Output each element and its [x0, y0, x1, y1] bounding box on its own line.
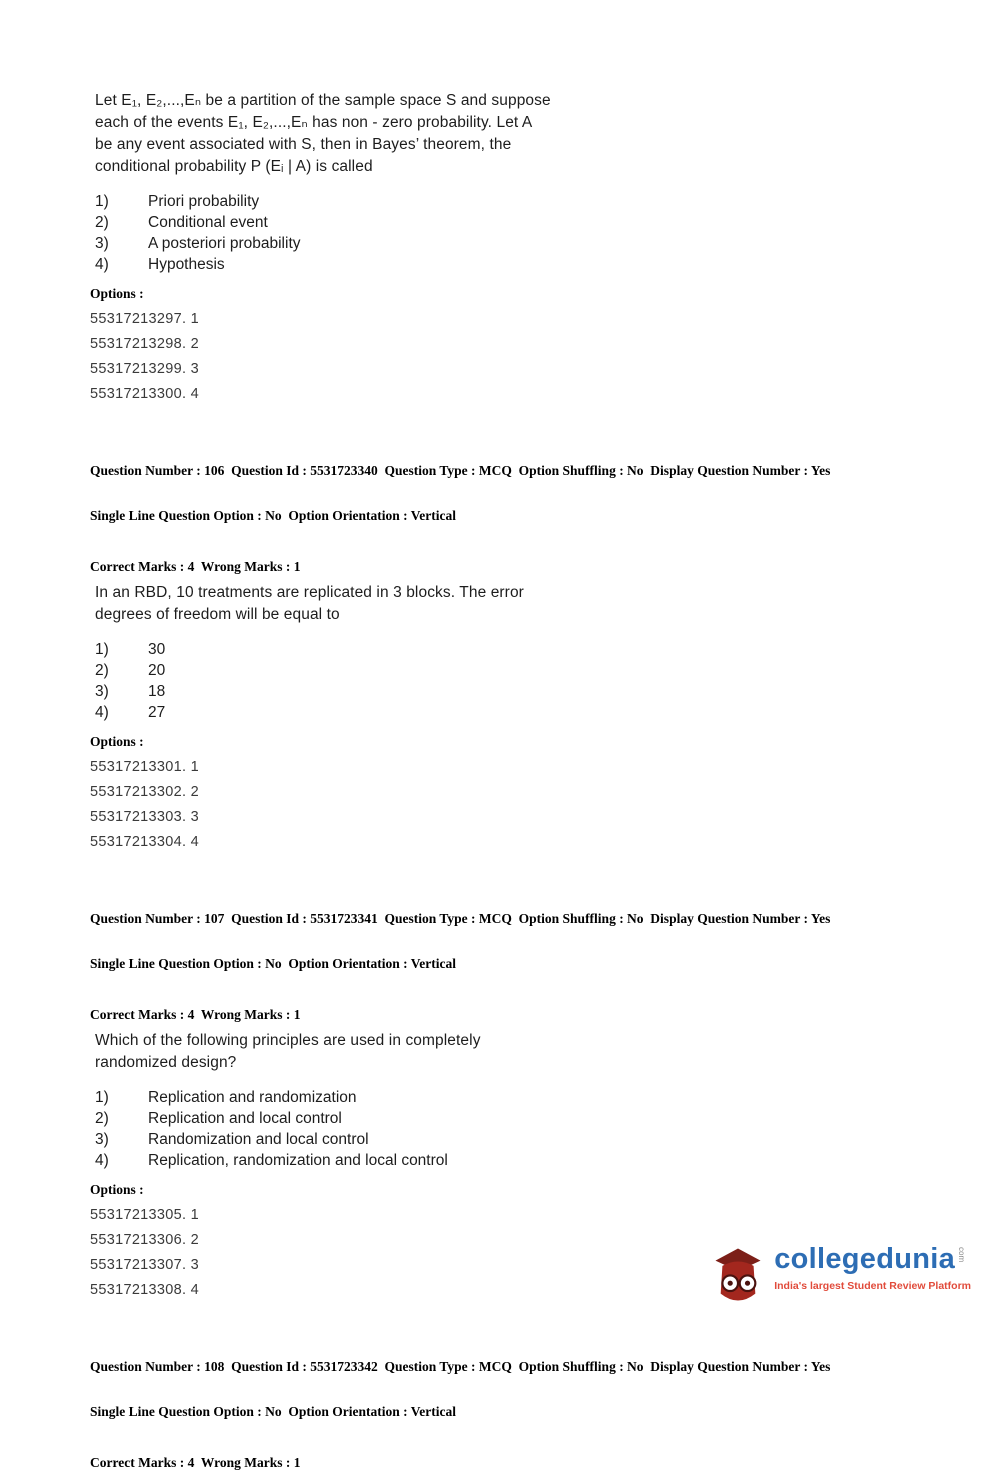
question-meta [90, 1329, 961, 1449]
option-id-row: 55317213306. 2 [90, 1232, 200, 1248]
choice-number: 1) [95, 193, 109, 210]
question-text [95, 582, 961, 626]
question-marks: Correct Marks : 4 Wrong Marks : 1 [90, 1007, 301, 1022]
choice-row [95, 254, 961, 275]
question-text [95, 1030, 961, 1074]
choice-text: Randomization and local control [148, 1131, 369, 1148]
options-heading: Options : [90, 1182, 144, 1197]
choice-row [95, 1108, 961, 1129]
choice-text: 30 [148, 641, 166, 658]
option-id-row: 55317213304. 4 [90, 834, 200, 850]
choice-number: 4) [95, 1152, 109, 1169]
choice-number: 2) [95, 1110, 109, 1127]
choice-number: 1) [95, 641, 109, 658]
choice-number: 2) [95, 214, 109, 231]
question-meta [90, 881, 961, 1001]
choice-text: 27 [148, 704, 166, 721]
question-meta-line-1: Question Number : 108 Question Id : 5531723342 Question Type : MCQ Option Shuffling : No Display Question Number : Yes [90, 1359, 831, 1374]
collegedunia-logo [712, 1243, 971, 1313]
question-text [95, 90, 961, 178]
question-text-line: Let E₁, E₂,...,Eₙ be a partition of the sample space S and suppose [95, 92, 551, 109]
option-id-row: 55317213305. 1 [90, 1207, 200, 1223]
question-marks: Correct Marks : 4 Wrong Marks : 1 [90, 559, 301, 574]
options-heading: Options : [90, 734, 144, 749]
choice-row [95, 1087, 961, 1108]
choice-row [95, 702, 961, 723]
choice-row [95, 233, 961, 254]
choice-text: Priori probability [148, 193, 260, 210]
option-id-row: 55317213300. 4 [90, 386, 200, 402]
choice-list [95, 639, 961, 723]
brand-tagline: India's largest Student Review Platform [774, 1280, 971, 1292]
question-block-107 [90, 881, 961, 1303]
question-marks: Correct Marks : 4 Wrong Marks : 1 [90, 1455, 301, 1470]
option-id-row: 55317213303. 3 [90, 809, 200, 825]
options-heading: Options : [90, 286, 144, 301]
question-block-108 [90, 1329, 961, 1470]
option-id-row: 55317213298. 2 [90, 336, 200, 352]
choice-number: 4) [95, 256, 109, 273]
option-id-list [90, 755, 961, 855]
choice-row [95, 212, 961, 233]
question-block-bayes [90, 90, 961, 407]
choice-number: 4) [95, 704, 109, 721]
choice-text: Conditional event [148, 214, 268, 231]
choice-number: 3) [95, 235, 109, 252]
choice-text: Replication and local control [148, 1110, 342, 1127]
choice-number: 3) [95, 683, 109, 700]
question-text-line: each of the events E₁, E₂,...,Eₙ has non - zero probability. Let A [95, 114, 533, 131]
choice-row [95, 681, 961, 702]
option-id-row: 55317213301. 1 [90, 759, 200, 775]
option-id-row: 55317213302. 2 [90, 784, 200, 800]
option-id-row: 55317213308. 4 [90, 1282, 200, 1298]
choice-text: 18 [148, 683, 166, 700]
choice-row [95, 1129, 961, 1150]
choice-number: 1) [95, 1089, 109, 1106]
choice-list [95, 1087, 961, 1171]
option-id-row: 55317213307. 3 [90, 1257, 200, 1273]
option-id-row: 55317213299. 3 [90, 361, 200, 377]
question-meta-line-1: Question Number : 106 Question Id : 5531723340 Question Type : MCQ Option Shuffling : No Display Question Number : Yes [90, 463, 831, 478]
choice-row [95, 639, 961, 660]
question-meta-line-2: Single Line Question Option : No Option Orientation : Vertical [90, 1404, 457, 1419]
choice-row [95, 191, 961, 212]
brand-text: collegedunia [774, 1243, 956, 1275]
question-block-106 [90, 433, 961, 855]
question-text-line: degrees of freedom will be equal to [95, 606, 340, 623]
collegedunia-mascot-icon [712, 1243, 764, 1313]
choice-text: A posteriori probability [148, 235, 301, 252]
choice-row [95, 1150, 961, 1171]
question-meta [90, 433, 961, 553]
question-text-line: Which of the following principles are used in completely [95, 1032, 481, 1049]
question-text-line: randomized design? [95, 1054, 237, 1071]
option-id-list [90, 307, 961, 407]
choice-text: Replication and randomization [148, 1089, 357, 1106]
choice-row [95, 660, 961, 681]
choice-number: 3) [95, 1131, 109, 1148]
choice-text: 20 [148, 662, 166, 679]
question-meta-line-2: Single Line Question Option : No Option Orientation : Vertical [90, 956, 457, 971]
collegedunia-wordmark [774, 1243, 971, 1292]
brand-row [774, 1243, 971, 1275]
choice-number: 2) [95, 662, 109, 679]
option-id-row: 55317213297. 1 [90, 311, 200, 327]
question-text-line: be any event associated with S, then in Bayes’ theorem, the [95, 136, 512, 153]
question-meta-line-2: Single Line Question Option : No Option Orientation : Vertical [90, 508, 457, 523]
question-text-line: In an RBD, 10 treatments are replicated in 3 blocks. The error [95, 584, 524, 601]
choice-list [95, 191, 961, 275]
brand-suffix-text: com [957, 1247, 967, 1263]
question-meta-line-1: Question Number : 107 Question Id : 5531723341 Question Type : MCQ Option Shuffling : No Display Question Number : Yes [90, 911, 831, 926]
question-text-line: conditional probability P (Eᵢ | A) is called [95, 158, 373, 175]
choice-text: Replication, randomization and local control [148, 1152, 448, 1169]
choice-text: Hypothesis [148, 256, 225, 273]
